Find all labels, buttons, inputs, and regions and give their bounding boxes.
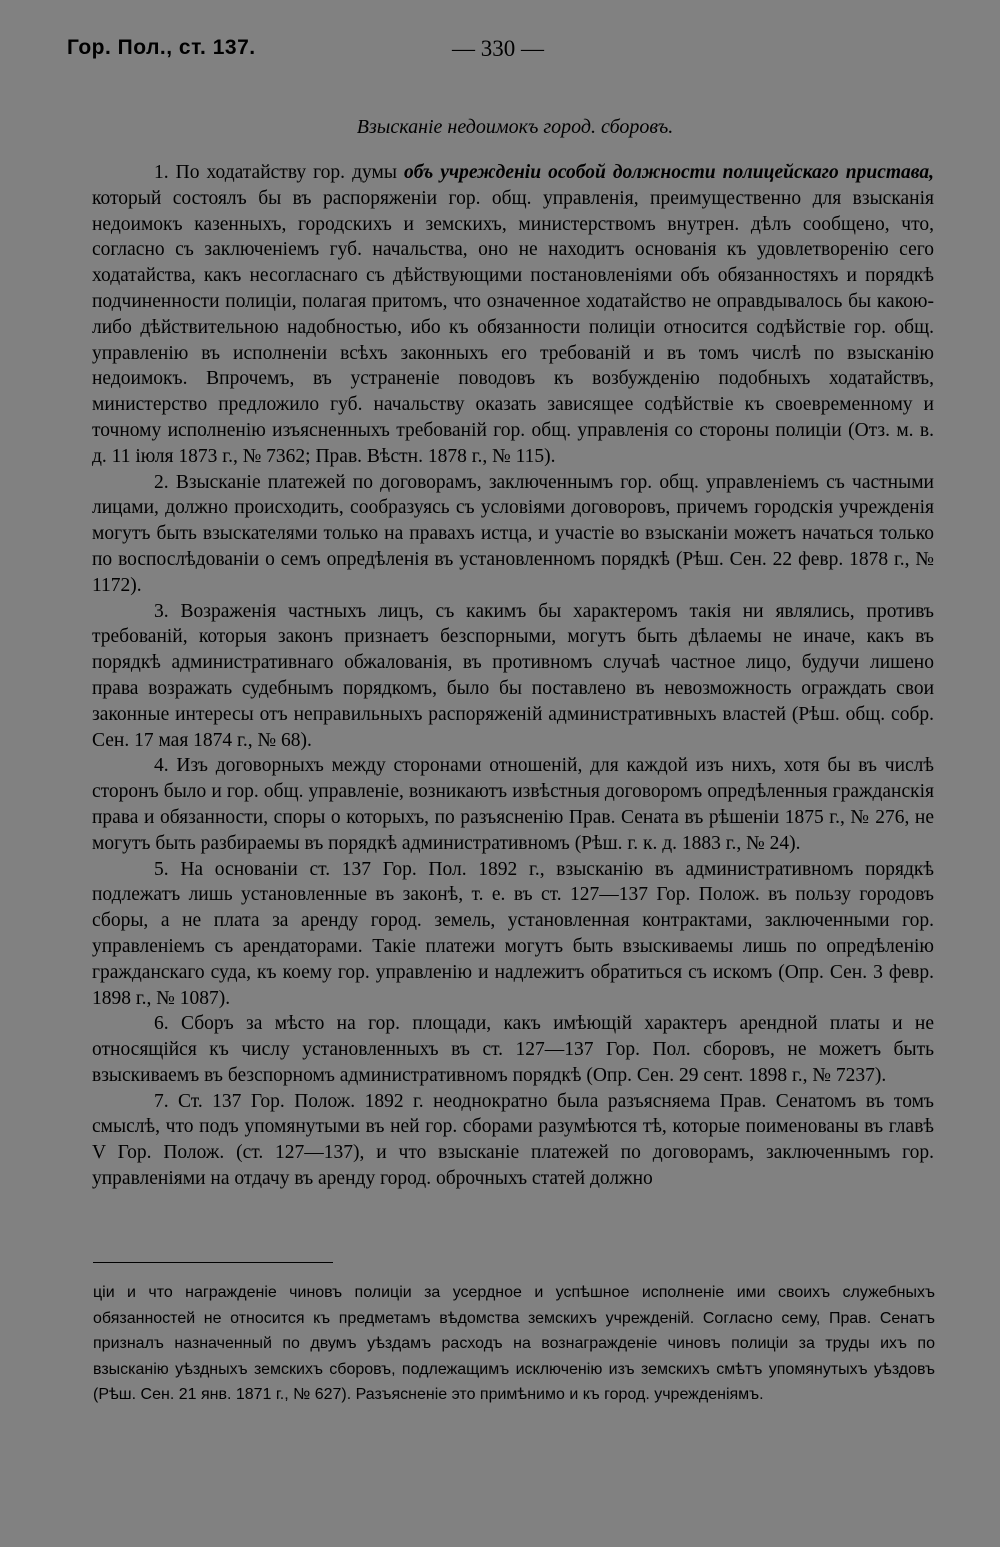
paragraph-1-emphasis: объ учрежденіи особой должности полицейскаго пристава, — [403, 162, 934, 183]
running-head: Гор. Пол., ст. 137. — [67, 36, 256, 59]
paragraph-7: 7. Ст. 137 Гор. Полож. 1892 г. неоднократно была разъясняема Прав. Сенатомъ въ томъ смыслѣ, что подъ упомянутыми въ ней гор. сборами разумѣются тѣ, которые поименованы въ главѣ V Гор. Полож. (ст. 127—137), и что взысканіе платежей по договорамъ, заключеннымъ гор. управленіями на отдачу въ аренду город. оброчныхъ статей должно — [92, 1090, 934, 1190]
paragraph-6: 6. Сборъ за мѣсто на гор. площади, какъ имѣющій характеръ арендной платы и не относящійся къ числу установленныхъ въ ст. 127—137 Гор. Пол. сборовъ, не можетъ быть взыскиваемъ въ безспорномъ административномъ порядкѣ (Опр. Сен. 29 сент. 1898 г., № 7237). — [92, 1013, 934, 1086]
section-title: Взысканіе недоимокъ город. сборовъ. — [356, 116, 674, 138]
body-text — [92, 160, 934, 1192]
footnote-divider — [93, 1262, 333, 1263]
paragraph-3: 3. Возраженія частныхъ лицъ, съ какимъ бы характеромъ такія ни являлись, противъ требованій, которыя законъ признаетъ безспорными, могутъ быть дѣлаемы не иначе, какъ въ порядкѣ административнаго обжалованія, въ противномъ случаѣ частное лицо, будучи лишено права возражать судебнымъ порядкомъ, было бы поставлено въ невозможность ограждать свои законные интересы отъ неправильныхъ распоряженій административныхъ властей (Рѣш. общ. собр. Сен. 17 мая 1874 г., № 68). — [92, 600, 934, 751]
paragraph-1-lead: 1. По ходатайству гор. думы — [154, 162, 404, 183]
paragraph-5: 5. На основаніи ст. 137 Гор. Пол. 1892 г., взысканію въ административномъ порядкѣ подлежатъ лишь установленные въ законѣ, т. е. въ ст. 127—137 Гор. Полож. въ пользу городовъ сборы, а не плата за аренду город. земель, установленная контрактами, заключенными гор. управленіемъ съ арендаторами. Такіе платежи могутъ быть взыскиваемы лишь по опредѣленію гражданскаго суда, къ коему гор. управленію и надлежитъ обратиться съ искомъ (Опр. Сен. 3 февр. 1898 г., № 1087). — [92, 858, 934, 1009]
paragraph-1 — [92, 160, 934, 470]
paragraph-1-rest: который состоялъ бы въ распоряженіи гор. общ. управленія, преимущественно для взысканія недоимокъ казенныхъ, городскихъ и земскихъ, министерствомъ внутрен. дѣлъ сообщено, что, согласно съ заключеніемъ губ. начальства, оно не находитъ основанія къ удовлетворенію сего ходатайства, какъ несогласнаго съ дѣйствующими постановленіями объ обязанностяхъ и порядкѣ подчиненности полиціи, полагая притомъ, что означенное ходатайство не оправдывалось бы какою-либо дѣйствительною надобностью, ибо къ обязанности полиціи относится содѣйствіе гор. общ. управленію въ исполненіи всѣхъ законныхъ его требованій и въ томъ числѣ по взысканію недоимокъ. Впрочемъ, въ устраненіе поводовъ къ возбужденію подобныхъ ходатайствъ, министерство предложило губ. начальству оказать зависящее содѣйствіе къ своевременному и точному исполненію изъясненныхъ требованій гор. общ. управленія со стороны полиціи (Отз. м. в. д. 11 іюля 1873 г., № 7362; Прав. Вѣстн. 1878 г., № 115). — [92, 187, 934, 467]
page-number: — 330 — — [452, 36, 544, 61]
footnote — [93, 1280, 935, 1408]
paragraph-4: 4. Изъ договорныхъ между сторонами отношеній, для каждой изъ нихъ, хотя бы въ числѣ сторонъ было и гор. общ. управленіе, возникаютъ извѣстныя договоромъ опредѣленныя гражданскія права и обязанности, споры о которыхъ, по разъясненію Прав. Сената въ рѣшеніи 1875 г., № 276, не могутъ быть разбираемы въ порядкѣ административномъ (Рѣш. г. к. д. 1883 г., № 24). — [92, 755, 934, 854]
footnote-text: ціи и что награжденіе чиновъ полиціи за усердное и успѣшное исполненіе ими своихъ служебныхъ обязанностей не относится къ предметамъ вѣдомства земскихъ учрежденій. Согласно сему, Прав. Сенатъ призналъ назначенный по двумъ уѣздамъ расходъ на вознагражденіе чиновъ полиціи за труды ихъ по взысканію уѣздныхъ земскихъ сборовъ, подлежащимъ исключенію изъ земскихъ смѣтъ упомянутыхъ уѣздовъ (Рѣш. Сен. 21 янв. 1871 г., № 627). Разъясненіе это примѣнимо и къ город. учрежденіямъ. — [93, 1284, 935, 1403]
paragraph-2: 2. Взысканіе платежей по договорамъ, заключеннымъ гор. общ. управленіемъ съ частными лицами, должно происходить, сообразуясь съ условіями договоровъ, причемъ городскія учрежденія могутъ быть взыскателями только на правахъ истца, и участіе во взысканіи можетъ начаться только по воспослѣдованіи о семъ опредѣленія въ установленномъ порядкѣ (Рѣш. Сен. 22 февр. 1878 г., № 1172). — [92, 471, 934, 596]
